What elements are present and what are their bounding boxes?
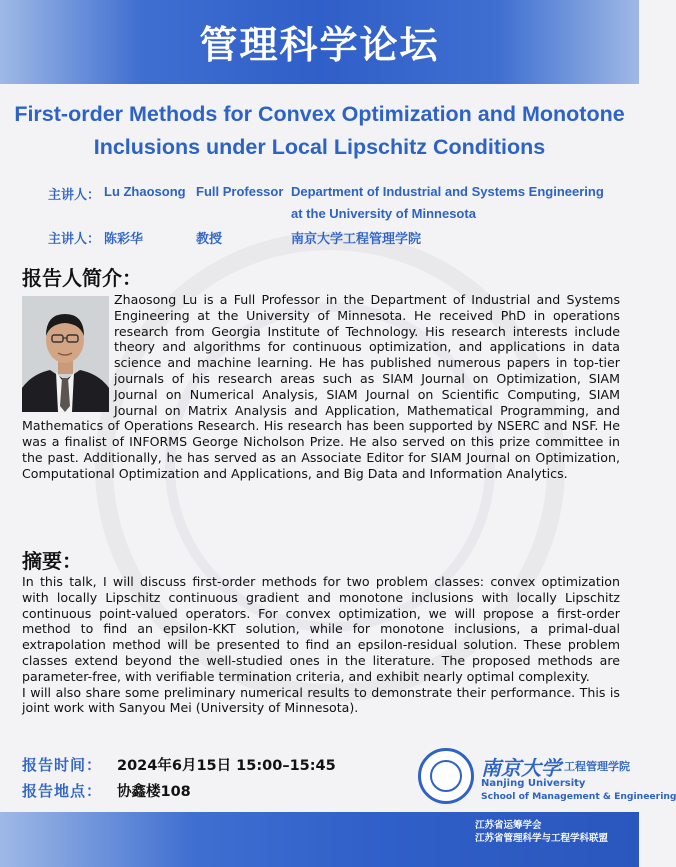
university-seal-icon: [418, 748, 474, 804]
logo-university-en: Nanjing University: [481, 778, 586, 789]
abstract-paragraph-2: I will also share some preliminary numerical results to demonstrate their performance. This is joint work with Sanyou Mei (University of Minnesota).: [22, 684, 620, 716]
photo-spacer: [22, 292, 114, 410]
speaker-affiliation-line1: Department of Industrial and Systems Engineering: [291, 184, 604, 199]
talk-title-line2: Inclusions under Local Lipschitz Conditions: [93, 135, 546, 159]
speaker-role-label: 主讲人：: [48, 231, 101, 246]
talk-title-line1: First-order Methods for Convex Optimization and Monotone: [14, 102, 625, 126]
logo-university-cn: 南京大学: [481, 756, 561, 780]
bio-heading: 报告人简介：: [22, 266, 142, 290]
bio-text: Zhaosong Lu is a Full Professor in the Department of Industrial and Systems Engineering at the University of Minnesota. He received PhD in operations research from Georgia Institute of Technology. His research interests include theory and algorithms for continuous optimization, and applications in data science and machine learning. He has published numerous papers in top-tier journals of his research areas such as SIAM Journal on Optimization, SIAM Journal on Numerical Analysis, SIAM Journal on Scientific Computing, SIAM Journal on Matrix Analysis and Application, Mathematical Programming, and Mathematics of Operations Research. His research has been supported by NSERC and NSF. He was a finalist of INFORMS George Nicholson Prize. He also served on this prize committee in the past. Additionally, he has served as an Associate Editor for SIAM Journal on Optimization, Computational Optimization and Applications, and Big Data and Information Analytics.: [22, 292, 620, 481]
talk-title: [0, 98, 639, 164]
footer-banner: [0, 812, 639, 867]
time-label: 报告时间：: [22, 756, 103, 774]
speaker-affiliation-line1: 南京大学工程管理学院: [291, 231, 422, 246]
logo-school-cn: 工程管理学院: [564, 760, 630, 773]
place-label: 报告地点：: [22, 782, 103, 800]
header-banner: [0, 0, 639, 84]
speaker-affiliation-line2: at the University of Minnesota: [291, 206, 476, 221]
seal-inner-ring: [430, 760, 462, 792]
footer-organizer-2: 江苏省管理科学与工程学科联盟: [475, 833, 609, 844]
forum-title: 管理科学论坛: [199, 22, 440, 67]
footer-organizer-1: 江苏省运筹学会: [475, 820, 542, 831]
bio-block: [22, 292, 620, 482]
speaker-position: Full Professor: [196, 184, 284, 199]
university-logo: [418, 748, 676, 812]
speaker-position: 教授: [196, 231, 223, 246]
speaker-name: 陈彩华: [104, 231, 144, 246]
abstract-paragraph-1: In this talk, I will discuss first-order methods for two problem classes: convex optimization with locally Lipschitz continuous gradient and monotone inclusions with locally Lipschitz continuous point-valued operators. For convex optimization, we will propose a first-order method to find an epsilon-KKT solution, while for monotone inclusions, a primal-dual extrapolation method will be presented to find an epsilon-residual solution. These problem classes extend beyond the well-studied ones in the literature. The proposed methods are parameter-free, with verifiable termination criteria, and exhibit nearly optimal complexity.: [22, 574, 620, 684]
speaker-name: Lu Zhaosong: [104, 184, 186, 199]
place-value: 协鑫楼108: [117, 784, 191, 800]
logo-school-en: School of Management & Engineering: [481, 791, 676, 802]
speaker-role-label: 主讲人：: [48, 187, 101, 202]
abstract-block: [22, 574, 620, 716]
abstract-heading: 摘要：: [22, 549, 82, 573]
time-value: 2024年6月15日 15:00–15:45: [117, 758, 336, 774]
